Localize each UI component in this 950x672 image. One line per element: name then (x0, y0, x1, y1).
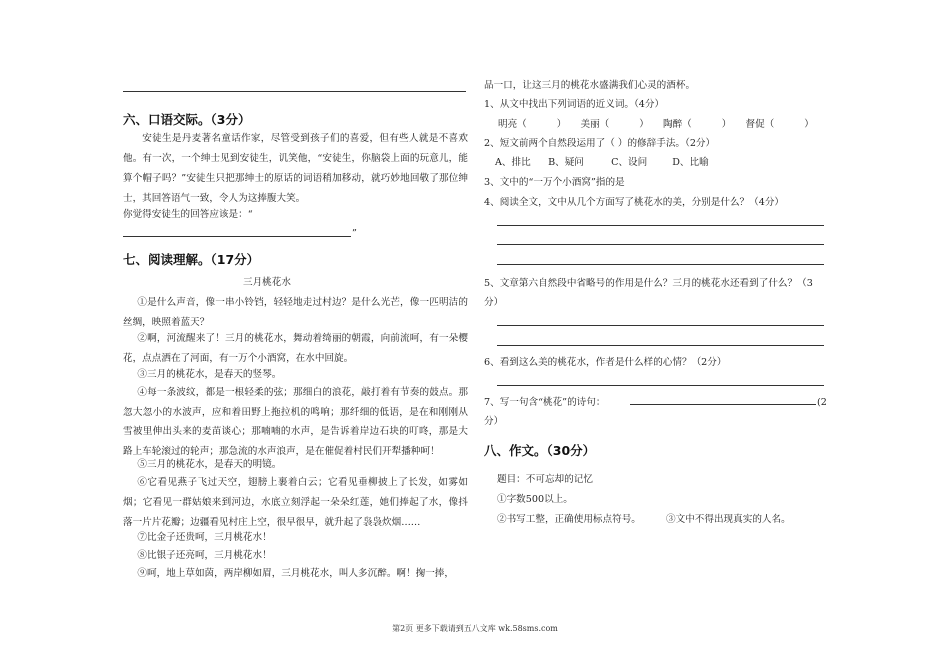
question-7-points: (2 (817, 397, 827, 408)
q1-word-1: 明亮（ (498, 119, 527, 130)
section-6-close-quote: ” (352, 228, 357, 239)
article-paragraph-2: ②啊，河流醒来了！三月的桃花水，舞动着绮丽的朝霞，向前流呵，有一朵樱花，点点洒在了河面，有一万个小酒窝，在水中回旋。 (123, 333, 468, 364)
question-7-points-cont: 分） (484, 416, 504, 427)
section-6-prompt: 你觉得安徒生的回答应该是：“ (123, 209, 253, 220)
article-paragraph-3: ③三月的桃花水，是春天的竖琴。 (137, 369, 282, 380)
q5-answer-line-1[interactable] (497, 325, 824, 326)
q1-paren: ） (556, 119, 567, 130)
question-3: 3、文中的“一万个小酒窝”指的是 (484, 177, 625, 188)
section-7-title: 七、阅读理解。（17分） (123, 252, 260, 267)
q4-answer-line-2[interactable] (497, 244, 824, 245)
q2-option-a[interactable]: A、排比 (495, 157, 531, 168)
q2-option-d[interactable]: D、比喻 (672, 157, 709, 168)
question-6: 6、看到这么美的桃花水，作者是什么样的心情？（2分） (484, 357, 727, 368)
question-7: 7、写一句含“桃花”的诗句： (484, 397, 606, 408)
article-paragraph-7: ⑦比金子还贵呵，三月桃花水！ (137, 532, 272, 543)
q4-answer-line-3[interactable] (497, 264, 824, 265)
question-5: 5、文章第六自然段中省略号的作用是什么？三月的桃花水还看到了什么？（3 (484, 278, 813, 289)
section-6-title: 六、口语交际。（3分） (123, 112, 251, 127)
question-1: 1、从文中找出下列词语的近义词。（4分） (484, 99, 665, 110)
q1-word-2: 美丽（ (580, 119, 610, 130)
article-paragraph-4: ④每一条波纹，都是一根轻柔的弦；那细白的浪花，敲打着有节奏的鼓点。那忽大忽小的水波声，应和着田野上拖拉机的鸣响；那纤细的低语，是在和刚刚从雪被里伸出头来的麦苗谈心；那喃喃的水声，是告诉着岸边石块的叮咚，那是大路上车轮滚过的轮声；那急流的水声浪声，是在催促着村民们开犁播种呵！ (123, 387, 468, 457)
article-paragraph-1: ①是什么声音，像一串小铃铛，轻轻地走过村边？是什么光芒，像一匹明洁的丝绸，映照着蓝天？ (123, 297, 468, 328)
q7-answer-line[interactable] (630, 404, 816, 405)
q1-paren: ） (804, 119, 814, 130)
top-answer-line (123, 91, 466, 92)
article-continuation: 品一口，让这三月的桃花水盛满我们心灵的酒杯。 (484, 80, 696, 91)
question-2: 2、短文前两个自然段运用了（ ）的修辞手法。（2分） (484, 138, 716, 149)
q2-option-b[interactable]: B、疑问 (548, 157, 584, 168)
q1-synonym-row (498, 115, 814, 135)
section-8-title: 八、作文。（30分） (484, 443, 596, 458)
q5-answer-line-2[interactable] (497, 345, 824, 346)
q4-answer-line-1[interactable] (497, 225, 824, 226)
q6-answer-line[interactable] (497, 385, 824, 386)
page-footer: 第2页 更多下载请到五八文库 wk.58sms.com (392, 624, 558, 633)
article-paragraph-8: ⑧比银子还亮呵，三月桃花水！ (137, 550, 272, 561)
article-title: 三月桃花水 (243, 277, 291, 288)
article-paragraph-9: ⑨呵，地上草如茵，两岸柳如眉，三月桃花水，叫人多沉醉。啊！掬一捧， (137, 568, 454, 579)
q1-paren: ） (721, 119, 732, 130)
essay-requirement-2: ②书写工整，正确使用标点符号。 (497, 514, 641, 525)
question-4: 4、阅读全文，文中从几个方面写了桃花水的美，分别是什么？（4分） (484, 197, 785, 208)
question-5-cont: 分） (484, 297, 504, 308)
section-6-answer-line[interactable] (123, 236, 351, 237)
article-paragraph-5: ⑤三月的桃花水，是春天的明镜。 (137, 459, 282, 470)
q1-word-3: 陶醉（ (663, 119, 692, 130)
essay-requirement-3: ③文中不得出现真实的人名。 (666, 514, 791, 525)
q1-word-4: 督促（ (745, 119, 775, 130)
essay-topic: 题目：不可忘却的记忆 (497, 474, 593, 485)
article-paragraph-6: ⑥它看见燕子飞过天空，翅膀上裹着白云；它看见垂柳披上了长发，如雾如烟；它看见一群姑娘来到河边，水底立刻浮起一朵朵红莲，她们捧起了水，像抖落一片片花瓣；边疆看见村庄上空，很早很早，就升起了袅袅炊烟…… (123, 477, 468, 528)
q2-options (495, 153, 709, 173)
q1-paren: ） (639, 119, 649, 130)
section-6-passage: 安徒生是丹麦著名童话作家，尽管受到孩子们的喜爱，但有些人就是不喜欢他。有一次，一个绅士见到安徒生，讥笑他，“安徒生，你脑袋上面的玩意儿，能算个帽子吗？”安徒生只把那绅士的原话的词语稍加移动，就巧妙地回敬了那位绅士，其回答语气一致，令人为这捧腹大笑。 (123, 133, 468, 204)
essay-requirement-1: ①字数500以上。 (497, 494, 573, 505)
q2-option-c[interactable]: C、设问 (611, 157, 648, 168)
